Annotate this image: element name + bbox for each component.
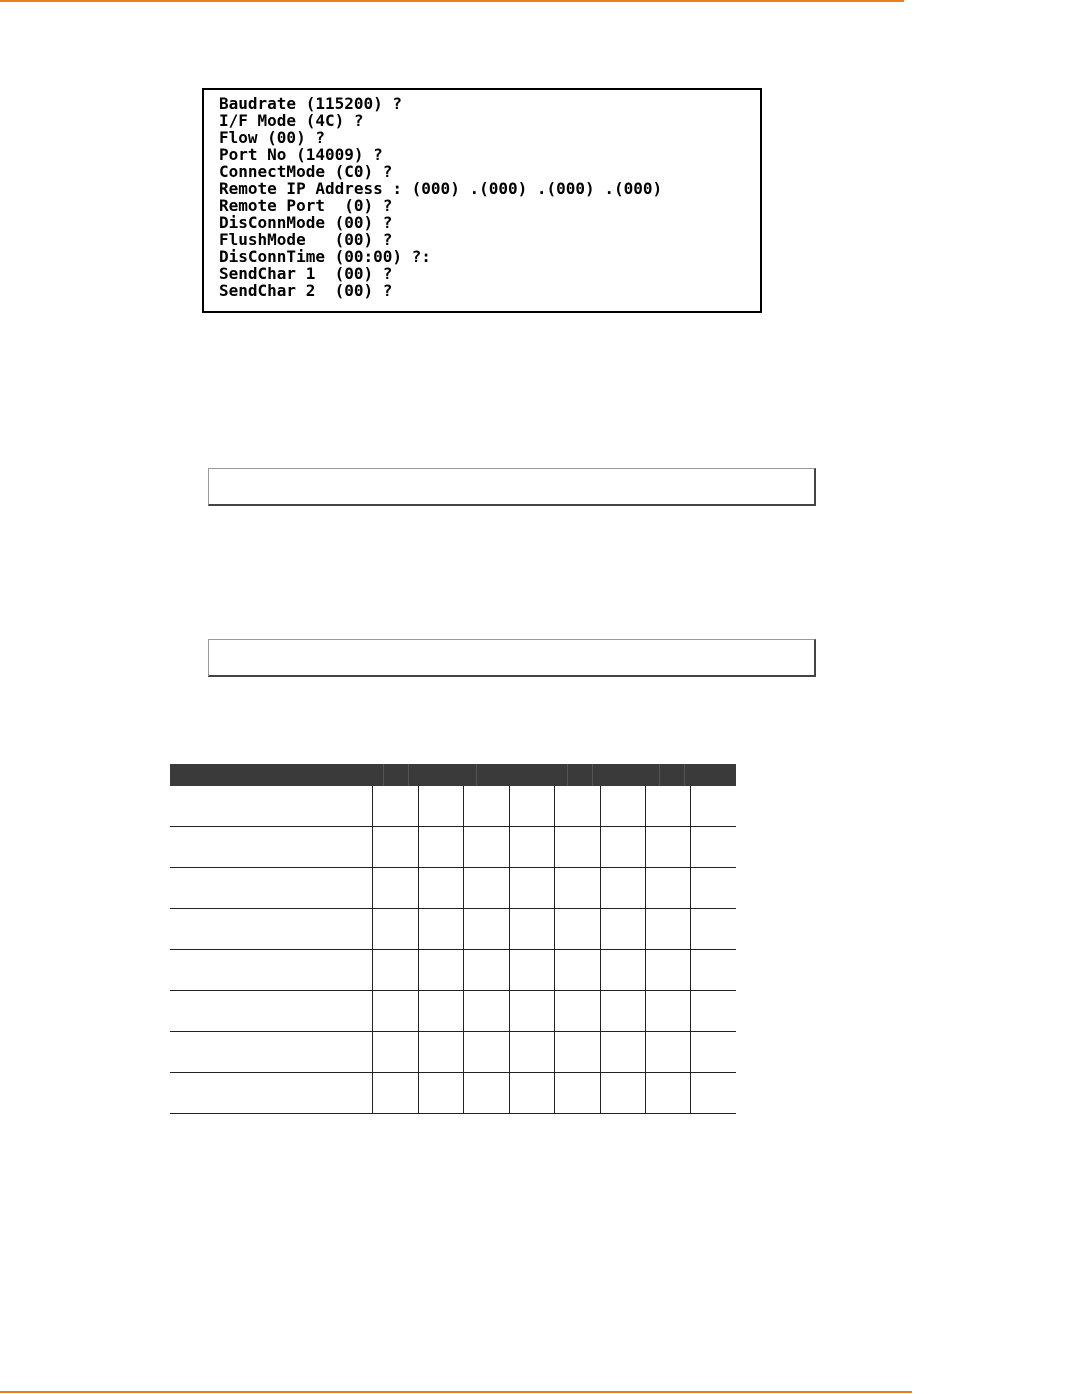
- table-cell: [600, 868, 645, 909]
- table-cell: [600, 950, 645, 991]
- table-cell: [463, 909, 509, 950]
- table-cell: [509, 1032, 554, 1073]
- table-cell: [418, 1032, 463, 1073]
- table-cell: [372, 1073, 418, 1114]
- table-cell: [645, 909, 690, 950]
- table-cell: [600, 909, 645, 950]
- table-cell: [600, 1073, 645, 1114]
- terminal-line-baudrate: Baudrate (115200) ?: [219, 94, 403, 113]
- table-header-cell: [660, 764, 685, 786]
- table-cell: [509, 1073, 554, 1114]
- table-cell: [418, 991, 463, 1032]
- table-cell: [418, 1073, 463, 1114]
- table-cell: [418, 909, 463, 950]
- table-cell: [690, 868, 736, 909]
- table-cell: [170, 1073, 372, 1114]
- table-cell: [170, 868, 372, 909]
- table-cell: [690, 950, 736, 991]
- table-cell: [554, 950, 600, 991]
- table-cell: [170, 786, 372, 827]
- table-cell: [509, 868, 554, 909]
- table-cell: [509, 950, 554, 991]
- table-cell: [690, 909, 736, 950]
- table-cell: [509, 827, 554, 868]
- table-header-bar: [170, 764, 736, 786]
- table-header-row: [170, 764, 736, 786]
- table-cell: [554, 827, 600, 868]
- table-cell: [463, 868, 509, 909]
- table-cell: [690, 1073, 736, 1114]
- table-header-cell: [477, 764, 568, 786]
- table-cell: [554, 909, 600, 950]
- table-header-cell: [384, 764, 409, 786]
- table-cell: [509, 909, 554, 950]
- table-cell: [170, 1032, 372, 1073]
- table-row: [170, 950, 736, 991]
- table-cell: [418, 827, 463, 868]
- terminal-line-flow: Flow (00) ?: [219, 128, 325, 147]
- table-cell: [600, 786, 645, 827]
- table-cell: [170, 909, 372, 950]
- table-cell: [463, 991, 509, 1032]
- table-cell: [600, 991, 645, 1032]
- terminal-line-remote-port: Remote Port (0) ?: [219, 196, 393, 215]
- terminal-line-if-mode: I/F Mode (4C) ?: [219, 111, 364, 130]
- table-cell: [463, 786, 509, 827]
- table-header-cell: [409, 764, 477, 786]
- settings-table: [170, 764, 736, 1114]
- terminal-line-remote-ip: Remote IP Address : (000) .(000) .(000) .(000): [219, 179, 663, 198]
- table-cell: [690, 786, 736, 827]
- table-cell: [645, 991, 690, 1032]
- table-cell: [372, 827, 418, 868]
- table-cell: [372, 1032, 418, 1073]
- terminal-line-sendchar-1: SendChar 1 (00) ?: [219, 264, 393, 283]
- table-cell: [645, 950, 690, 991]
- table-cell: [690, 827, 736, 868]
- table-cell: [509, 786, 554, 827]
- table-cell: [554, 786, 600, 827]
- table-cell: [509, 991, 554, 1032]
- table-row: [170, 827, 736, 868]
- table-cell: [170, 950, 372, 991]
- table-cell: [372, 786, 418, 827]
- table-cell: [463, 827, 509, 868]
- terminal-line-sendchar-2: SendChar 2 (00) ?: [219, 281, 393, 300]
- table-header-cell: [568, 764, 593, 786]
- table-header-cell: [685, 764, 736, 786]
- table-cell: [645, 786, 690, 827]
- terminal-line-connect-mode: ConnectMode (C0) ?: [219, 162, 393, 181]
- table-cell: [463, 950, 509, 991]
- table-row: [170, 1032, 736, 1073]
- table-cell: [554, 1032, 600, 1073]
- table-cell: [600, 1032, 645, 1073]
- table-cell: [372, 909, 418, 950]
- table-cell: [418, 786, 463, 827]
- table-cell: [690, 1032, 736, 1073]
- table-cell: [645, 827, 690, 868]
- empty-text-box: [208, 468, 816, 506]
- table-cell: [600, 827, 645, 868]
- table-cell: [170, 827, 372, 868]
- table-row: [170, 991, 736, 1032]
- table-cell: [372, 868, 418, 909]
- table-cell: [418, 868, 463, 909]
- table-cell: [554, 868, 600, 909]
- table-cell: [372, 991, 418, 1032]
- table-cell: [645, 868, 690, 909]
- table-row: [170, 1073, 736, 1114]
- table-cell: [645, 1073, 690, 1114]
- table-cell: [554, 1073, 600, 1114]
- table-cell: [690, 991, 736, 1032]
- table-cell: [463, 1073, 509, 1114]
- terminal-line-port-no: Port No (14009) ?: [219, 145, 383, 164]
- terminal-line-disconn-mode: DisConnMode (00) ?: [219, 213, 393, 232]
- terminal-screenshot: [202, 88, 762, 313]
- table-row: [170, 868, 736, 909]
- table-row: [170, 786, 736, 827]
- table-header-cell: [170, 764, 384, 786]
- top-rule: [0, 0, 904, 2]
- table-header-cell: [593, 764, 660, 786]
- table-cell: [418, 950, 463, 991]
- empty-text-box: [208, 639, 816, 677]
- table-cell: [170, 991, 372, 1032]
- terminal-line-disconn-time: DisConnTime (00:00) ?:: [219, 247, 431, 266]
- bottom-rule: [0, 1391, 912, 1393]
- table-cell: [554, 991, 600, 1032]
- table-cell: [372, 950, 418, 991]
- table-row: [170, 909, 736, 950]
- table-cell: [645, 1032, 690, 1073]
- terminal-line-flush-mode: FlushMode (00) ?: [219, 230, 393, 249]
- table-cell: [463, 1032, 509, 1073]
